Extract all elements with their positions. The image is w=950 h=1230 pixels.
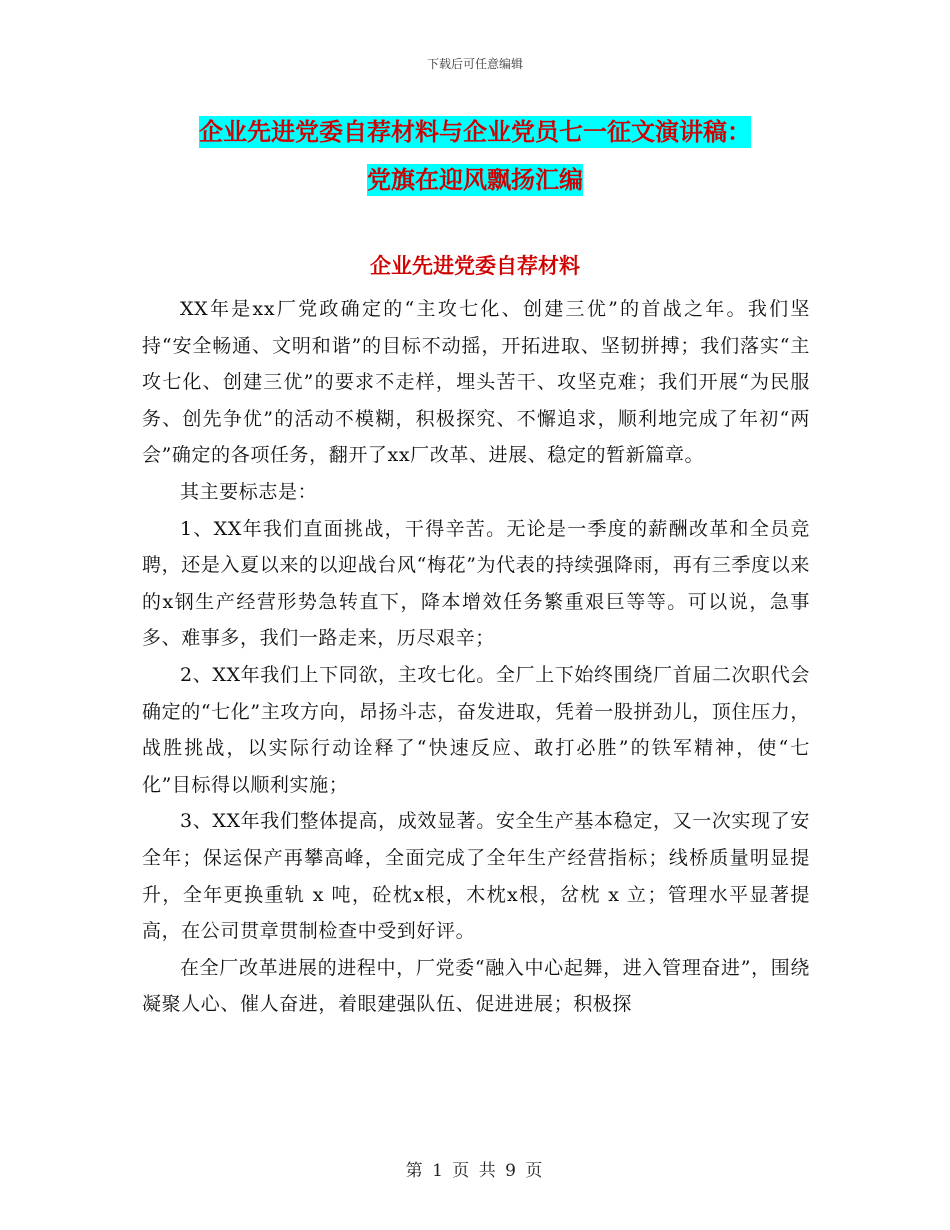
document-title [0,108,950,204]
page-footer: 第 1 页 共 9 页 [405,1161,545,1181]
paragraph: 2、XX年我们上下同欲，主攻七化。全厂上下始终围绕厂首届二次职代会确定的“七化”主攻方向，昂扬斗志，奋发进取，凭着一股拼劲儿，顶住压力，战胜挑战，以实际行动诠释了“快速反应、敢打必胜”的铁军精神，使“七化”目标得以顺利实施； [142,663,810,796]
header-note: 下载后可任意编辑 [426,57,523,71]
section-title: 企业先进党委自荐材料 [370,254,580,278]
paragraph: 在全厂改革进展的进程中，厂党委“融入中心起舞，进入管理奋进”，围绕凝聚人心、催人奋进，着眼建强队伍、促进进展；积极探 [142,956,810,1016]
document-body [142,291,810,1023]
paragraph: 其主要标志是： [180,480,318,503]
paragraph: XX年是xx厂党政确定的“主攻七化、创建三优”的首战之年。我们坚持“安全畅通、文明和谐”的目标不动摇，开拓进取、坚韧拼搏；我们落实“主攻七化、创建三优”的要求不走样，埋头苦干、攻坚克难；我们开展“为民服务、创先争优”的活动不模糊，积极探究、不懈追求，顺利地完成了年初“两会”确定的各项任务，翻开了xx厂改革、进展、稳定的暂新篇章。 [142,298,810,467]
paragraph: 3、XX年我们整体提高，成效显著。安全生产基本稳定，又一次实现了安全年；保运保产再攀高峰，全面完成了全年生产经营指标；线桥质量明显提升，全年更换重轨 x 吨，砼枕x根，木枕x根，岔枕 x 立；管理水平显著提高，在公司贯章贯制检查中受到好评。 [142,810,810,943]
document-title-line-2: 党旗在迎风飘扬汇编 [367,166,583,194]
document-title-line-1: 企业先进党委自荐材料与企业党员七一征文演讲稿： [199,118,751,146]
paragraph: 1、XX年我们直面挑战，干得辛苦。无论是一季度的薪酬改革和全员竞聘，还是入夏以来的以迎战台风“梅花”为代表的持续强降雨，再有三季度以来的x钢生产经营形势急转直下，降本增效任务繁重艰巨等等。可以说，急事多、难事多，我们一路走来，历尽艰辛； [142,517,810,650]
